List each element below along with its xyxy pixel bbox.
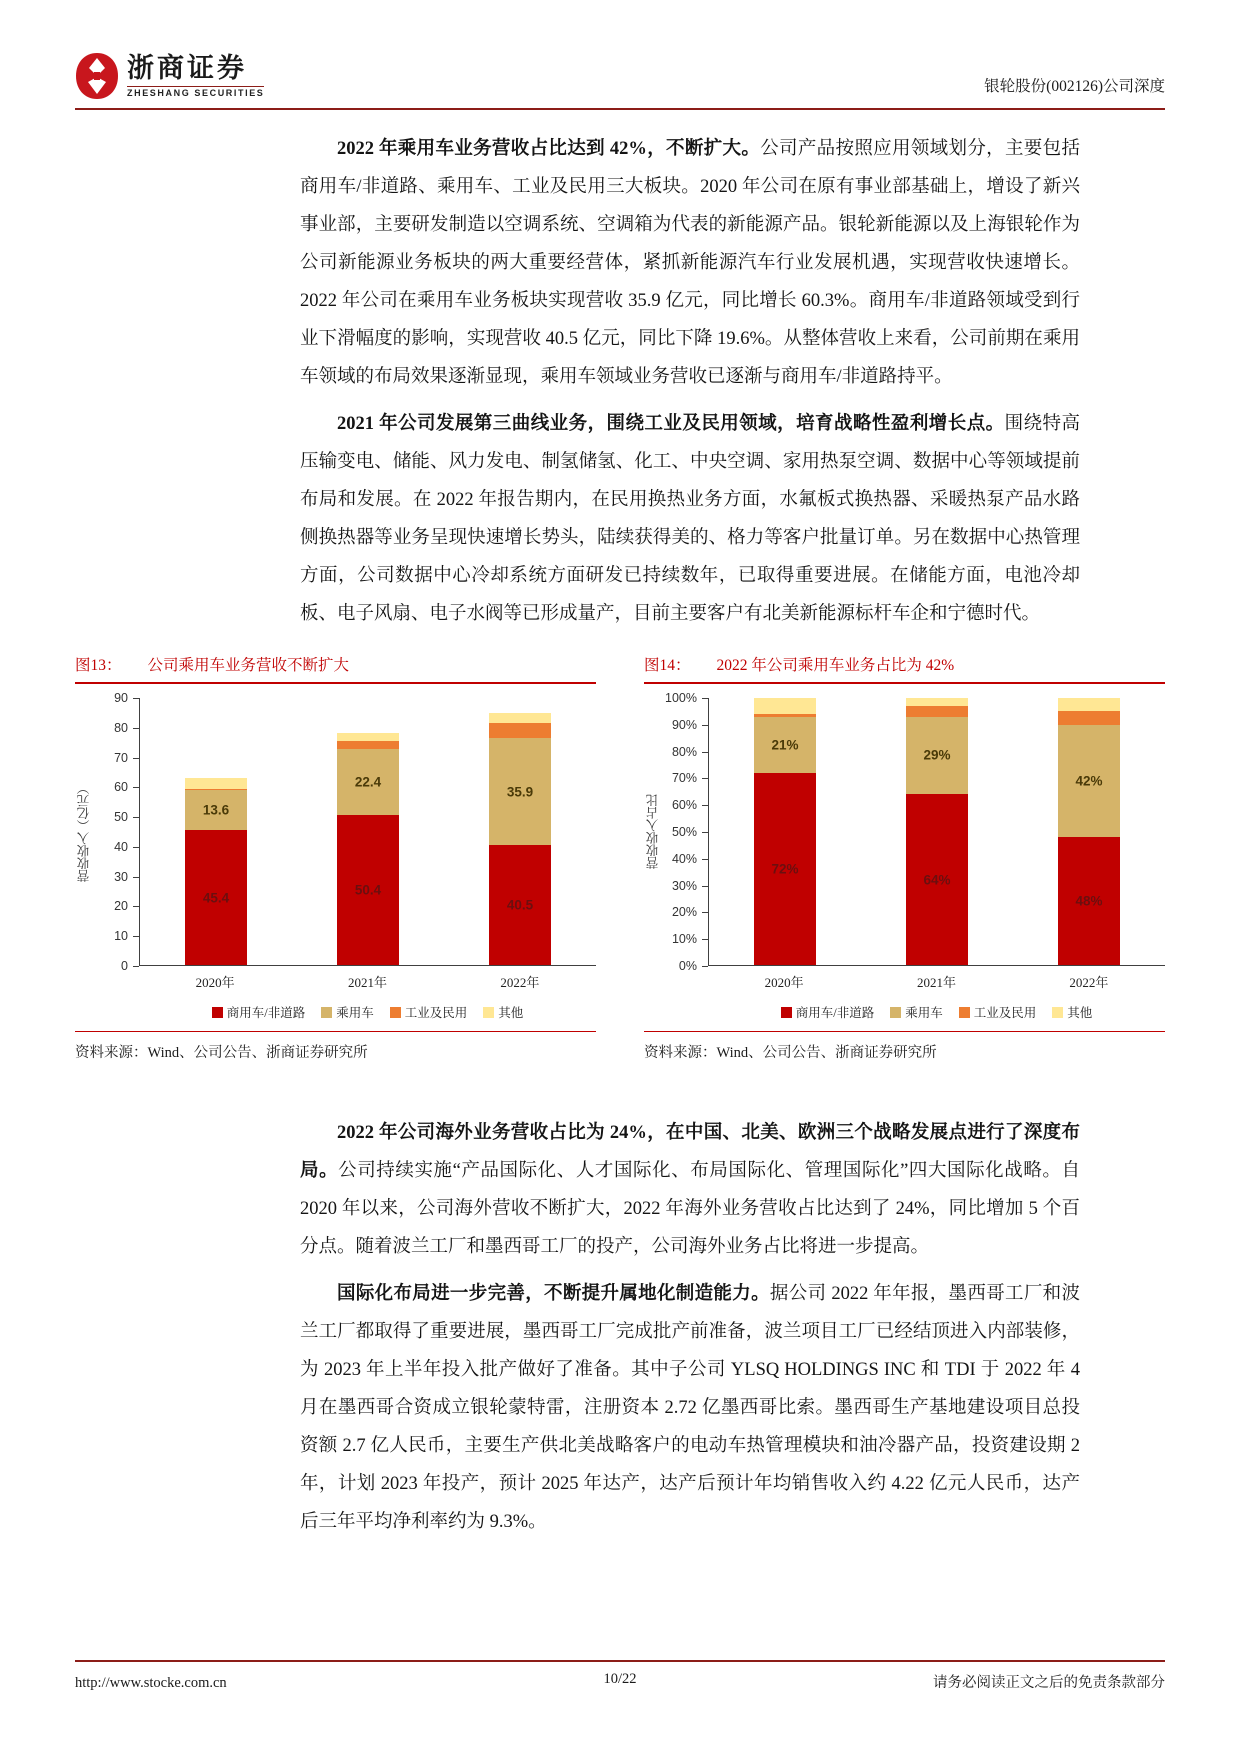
plot-column	[708, 698, 1165, 1021]
figure-13-caption: 公司乘用车业务营收不断扩大	[147, 657, 350, 674]
bar-stack	[754, 698, 816, 965]
y-tick-label: 90%	[664, 718, 708, 732]
y-tick-label: 0	[95, 959, 139, 973]
bar-stack	[337, 698, 399, 965]
chart-legend	[708, 1003, 1165, 1021]
bar-value-label: 64%	[923, 872, 951, 888]
bar-segment	[337, 733, 399, 741]
bar-cell	[444, 698, 596, 965]
paragraph-lead: 2022 年公司海外业务营收占比为 24%，在中国、北美、欧洲三个战略发展点进行了深度布局。	[300, 1123, 1080, 1181]
x-tick-label: 2021年	[347, 975, 387, 990]
x-tick-label: 2020年	[195, 975, 235, 990]
bar-segment	[185, 830, 247, 965]
y-tick-label: 60	[95, 780, 139, 794]
bar-segment	[906, 717, 968, 794]
legend-swatch	[390, 1007, 401, 1018]
figure-13	[75, 651, 596, 1062]
legend-swatch	[959, 1007, 970, 1018]
bar-segment	[906, 794, 968, 965]
y-axis	[664, 691, 708, 973]
legend-label: 工业及民用	[404, 1006, 468, 1020]
doc-title: 银轮股份(002126)公司深度	[984, 78, 1165, 95]
paragraph-rest: 公司产品按照应用领域划分，主要包括商用车/非道路、乘用车、工业及民用三大板块。2020 年公司在原有事业部基础上，增设了新兴事业部，主要研发制造以空调系统、空调箱为代表的新能源产品。银轮新能源以及上海银轮作为公司新能源业务板块的两大重要经营体，紧抓新能源汽车行业发展机遇，实现营收快速增长。2022 年公司在乘用车业务板块实现营收 35.9 亿元，同比增长 60.3%。商用车/非道路领域受到行业下滑幅度的影响，实现营收 40.5 亿元，同比下降 19.6%。从整体营收上来看，公司前期在乘用车领域的布局效果逐渐显现，乘用车领域业务营收已逐渐与商用车/非道路持平。	[300, 139, 1080, 387]
bar-cell	[1013, 698, 1165, 965]
bar-segment	[185, 778, 247, 788]
bar-value-label: 45.4	[202, 890, 230, 906]
bar-value-label: 13.6	[202, 802, 230, 818]
plot-area	[708, 698, 1165, 966]
bar-segment	[489, 713, 551, 723]
legend-item	[959, 1003, 1037, 1021]
brand-name-cn: 浙商证券	[127, 53, 247, 84]
bar-segment	[906, 706, 968, 717]
bar-segment	[754, 717, 816, 773]
bar-segment	[1058, 725, 1120, 837]
chart-body	[644, 691, 1165, 1021]
footer-url: http://www.stocke.com.cn	[75, 1675, 227, 1691]
bar-segment	[337, 815, 399, 965]
bar-value-label: 22.4	[354, 774, 382, 790]
legend-swatch	[781, 1007, 792, 1018]
x-axis	[139, 972, 596, 991]
bar-value-label: 50.4	[354, 882, 382, 898]
figure-14-label: 图14：	[644, 657, 691, 674]
bar-value-label: 42%	[1075, 773, 1103, 789]
figure-13-source: 资料来源：Wind、公司公告、浙商证券研究所	[75, 1031, 596, 1062]
bar-value-label: 48%	[1075, 893, 1103, 909]
bar-stack	[489, 698, 551, 965]
figure-14-source: 资料来源：Wind、公司公告、浙商证券研究所	[644, 1031, 1165, 1062]
bar-segment	[1058, 837, 1120, 965]
y-tick-label: 70	[95, 751, 139, 765]
figure-14	[644, 651, 1165, 1062]
bar-stack	[185, 698, 247, 965]
x-tick-label: 2022年	[1069, 975, 1109, 990]
page-footer	[75, 1660, 1165, 1692]
legend-swatch	[890, 1007, 901, 1018]
bar-segment	[489, 738, 551, 845]
plot-area	[139, 698, 596, 966]
y-tick-label: 0%	[664, 959, 708, 973]
paragraph-lead: 2022 年乘用车业务营收占比达到 42%，不断扩大。	[337, 139, 761, 159]
y-tick-label: 100%	[664, 691, 708, 705]
x-tick-label: 2020年	[764, 975, 804, 990]
bar-segment	[1058, 711, 1120, 724]
y-tick-label: 20%	[664, 905, 708, 919]
bar-cell	[140, 698, 292, 965]
plot-column	[139, 698, 596, 1021]
y-tick-label: 10%	[664, 932, 708, 946]
page-number: 10/22	[603, 1671, 637, 1687]
y-axis-label: 营收收入占比	[646, 794, 660, 870]
x-tick-label: 2022年	[500, 975, 540, 990]
bar-segment	[337, 741, 399, 749]
paragraph-rest: 围绕特高压输变电、储能、风力发电、制氢储氢、化工、中央空调、家用热泵空调、数据中心等领域提前布局和发展。在 2022 年报告期内，在民用换热业务方面，水氟板式换热器、采暖热泵产品水路侧换热器等业务呈现快速增长势头，陆续获得美的、格力等客户批量订单。另在数据中心热管理方面，公司数据中心冷却系统方面研发已持续数年，已取得重要进展。在储能方面，电池冷却板、电子风扇、电子水阀等已形成量产，目前主要客户有北美新能源标杆车企和宁德时代。	[300, 414, 1080, 624]
bar-segment	[489, 845, 551, 965]
legend-swatch	[212, 1007, 223, 1018]
legend-item	[781, 1003, 874, 1021]
paragraph-lead: 2021 年公司发展第三曲线业务，围绕工业及民用领域，培育战略性盈利增长点。	[337, 414, 1005, 434]
legend-label: 乘用车	[905, 1006, 943, 1020]
y-tick-label: 30%	[664, 879, 708, 893]
brand	[75, 52, 264, 100]
y-tick-label: 50	[95, 810, 139, 824]
paragraph	[300, 1275, 1080, 1541]
brand-text	[127, 54, 264, 98]
bar-segment	[754, 698, 816, 714]
bar-segment	[185, 789, 247, 790]
legend-swatch	[321, 1007, 332, 1018]
legend-label: 乘用车	[336, 1006, 374, 1020]
bar-segment	[754, 773, 816, 965]
bar-segment	[1058, 698, 1120, 711]
bar-stack	[1058, 698, 1120, 965]
y-tick-label: 40	[95, 840, 139, 854]
y-tick-label: 60%	[664, 798, 708, 812]
bar-segment	[185, 790, 247, 830]
bar-cell	[861, 698, 1013, 965]
figure-13-chart	[75, 691, 596, 1021]
figure-13-label: 图13：	[75, 657, 122, 674]
y-tick-label: 30	[95, 870, 139, 884]
legend-item	[483, 1003, 523, 1021]
y-tick-label: 20	[95, 899, 139, 913]
y-tick-label: 80%	[664, 745, 708, 759]
legend-label: 工业及民用	[973, 1006, 1037, 1020]
legend-swatch	[483, 1007, 494, 1018]
bar-value-label: 72%	[771, 861, 799, 877]
bar-value-label: 40.5	[506, 897, 534, 913]
figure-13-title	[75, 651, 596, 684]
footer-disclaimer: 请务必阅读正文之后的免责条款部分	[933, 1671, 1165, 1692]
paragraph-lead: 国际化布局进一步完善，不断提升属地化制造能力。	[337, 1284, 770, 1304]
bar-segment	[754, 714, 816, 717]
bar-cell	[292, 698, 444, 965]
legend-label: 商用车/非道路	[795, 1006, 875, 1020]
legend-item	[1052, 1003, 1092, 1021]
figure-row	[75, 651, 1165, 1062]
y-tick-label: 50%	[664, 825, 708, 839]
legend-item	[212, 1003, 305, 1021]
figure-14-chart	[644, 691, 1165, 1021]
legend-label: 商用车/非道路	[226, 1006, 306, 1020]
legend-item	[390, 1003, 468, 1021]
bar-stack	[906, 698, 968, 965]
y-tick-label: 70%	[664, 771, 708, 785]
zheshang-flame-icon	[75, 52, 119, 100]
chart-legend	[139, 1003, 596, 1021]
y-axis	[95, 691, 139, 973]
bar-value-label: 29%	[923, 747, 951, 763]
x-tick-label: 2021年	[916, 975, 956, 990]
figure-14-title	[644, 651, 1165, 684]
y-tick-label: 80	[95, 721, 139, 735]
y-tick-label: 40%	[664, 852, 708, 866]
legend-item	[890, 1003, 943, 1021]
paragraph-rest: 公司持续实施“产品国际化、人才国际化、布局国际化、管理国际化”四大国际化战略。自 2020 年以来，公司海外营收不断扩大，2022 年海外业务营收占比达到了 24%，同比增加 5 个百分点。随着波兰工厂和墨西哥工厂的投产，公司海外业务占比将进一步提高。	[300, 1161, 1080, 1257]
legend-item	[321, 1003, 374, 1021]
bar-segment	[489, 723, 551, 738]
paragraph-rest: 据公司 2022 年年报，墨西哥工厂和波兰工厂都取得了重要进展，墨西哥工厂完成批产前准备，波兰项目工厂已经结顶进入内部装修，为 2023 年上半年投入批产做好了准备。其中子公司 YLSQ HOLDINGS INC 和 TDI 于 2022 年 4 月在墨西哥合资成立银轮蒙特雷，注册资本 2.72 亿墨西哥比索。墨西哥生产基地建设项目总投资额 2.7 亿人民币，主要生产供北美战略客户的电动车热管理模块和油冷器产品，投资建设期 2 年，计划 2023 年投产，预计 2025 年达产，达产后预计年均销售收入约 4.22 亿元人民币，达产后三年平均净利率约为 9.3%。	[300, 1284, 1080, 1532]
body-text-bottom	[300, 1114, 1080, 1541]
chart-body	[75, 691, 596, 1021]
bar-cell	[709, 698, 861, 965]
paragraph	[300, 405, 1080, 633]
bar-segment	[337, 749, 399, 815]
y-tick-label: 10	[95, 929, 139, 943]
legend-label: 其他	[1067, 1006, 1093, 1020]
page-header	[75, 52, 1165, 110]
body-text-top	[300, 130, 1080, 633]
legend-label: 其他	[498, 1006, 524, 1020]
brand-name-en: ZHESHANG SECURITIES	[127, 87, 265, 98]
x-axis	[708, 972, 1165, 991]
paragraph	[300, 130, 1080, 396]
paragraph	[300, 1114, 1080, 1266]
figure-14-caption: 2022 年公司乘用车业务占比为 42%	[716, 657, 955, 674]
legend-swatch	[1052, 1007, 1063, 1018]
bar-value-label: 35.9	[506, 784, 534, 800]
y-tick-label: 90	[95, 691, 139, 705]
bar-value-label: 21%	[771, 737, 799, 753]
bar-segment	[906, 698, 968, 706]
y-axis-label: 营收收入（亿元）	[77, 782, 91, 882]
